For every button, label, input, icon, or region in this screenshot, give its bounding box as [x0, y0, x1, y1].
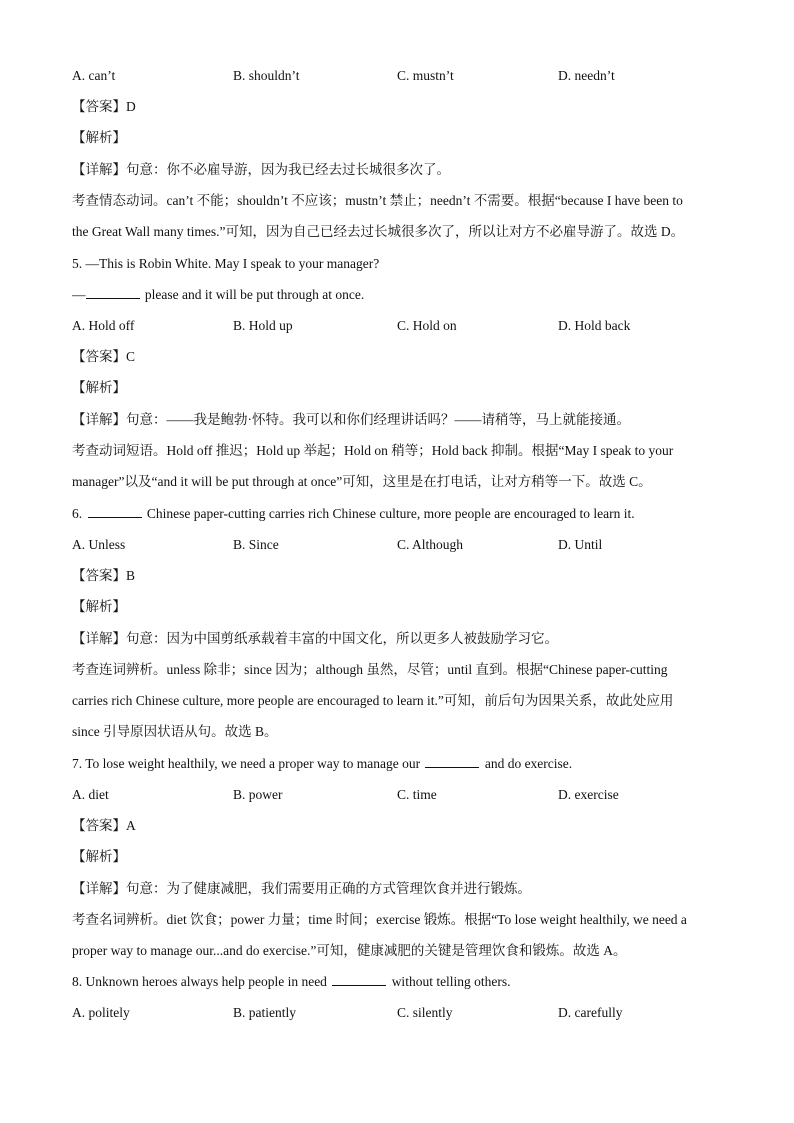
q6-answer: 【答案】B	[72, 568, 136, 583]
q7-option-a: A. diet	[72, 787, 109, 802]
q5-option-c: C. Hold on	[397, 318, 457, 333]
q6-stem	[72, 505, 722, 523]
q5-detail-line-1: 考查动词短语。Hold off 推迟；Hold up 举起；Hold on 稍等；Hold back 抑制。根据“May I speak to your	[72, 443, 674, 458]
q4-detail-meaning: 【详解】句意：你不必雇导游，因为我已经去过长城很多次了。	[72, 162, 450, 177]
q5-option-b: B. Hold up	[233, 318, 293, 333]
q7-stem-prefix: 7. To lose weight healthily, we need a proper way to manage our	[72, 756, 424, 771]
q4-answer: 【答案】D	[72, 99, 136, 114]
q8-stem	[72, 973, 722, 991]
q4-detail-line-1: 考查情态动词。can’t 不能；shouldn’t 不应该；mustn’t 禁止；needn’t 不需要。根据“because I have been to	[72, 193, 683, 208]
q7-detail-meaning: 【详解】句意：为了健康减肥，我们需要用正确的方式管理饮食并进行锻炼。	[72, 881, 531, 896]
q6-option-a: A. Unless	[72, 537, 126, 552]
q5-blank	[86, 286, 140, 299]
q5-analysis-heading: 【解析】	[72, 380, 126, 395]
q6-analysis-heading: 【解析】	[72, 599, 126, 614]
q5-answer: 【答案】C	[72, 349, 136, 364]
q7-analysis-heading: 【解析】	[72, 849, 126, 864]
q7-blank	[425, 755, 479, 768]
q6-options	[72, 536, 722, 554]
q4-option-d: D. needn’t	[558, 68, 615, 83]
q8-stem-suffix: without telling others.	[388, 974, 511, 989]
q8-blank	[332, 973, 386, 986]
q7-stem-suffix: and do exercise.	[481, 756, 573, 771]
q5-detail-line-2: manager”以及“and it will be put through at once”可知，这里是在打电话，让对方稍等一下。故选 C。	[72, 474, 652, 489]
q6-option-c: C. Although	[397, 537, 464, 552]
q4-analysis-heading: 【解析】	[72, 130, 126, 145]
q7-option-b: B. power	[233, 787, 283, 802]
q8-option-a: A. politely	[72, 1005, 130, 1020]
q6-stem-suffix: Chinese paper-cutting carries rich Chinese culture, more people are encouraged to learn it.	[143, 506, 635, 521]
q6-option-d: D. Until	[558, 537, 603, 552]
q7-answer: 【答案】A	[72, 818, 136, 833]
q5-option-a: A. Hold off	[72, 318, 135, 333]
q4-options	[72, 67, 722, 85]
q6-option-b: B. Since	[233, 537, 279, 552]
q7-option-d: D. exercise	[558, 787, 619, 802]
q4-option-b: B. shouldn’t	[233, 68, 300, 83]
q5-stem-line-1: 5. —This is Robin White. May I speak to your manager?	[72, 256, 380, 271]
q5-detail-meaning: 【详解】句意：——我是鲍勃·怀特。我可以和你们经理讲话吗？——请稍等，马上就能接通。	[72, 412, 630, 427]
q8-options	[72, 1004, 722, 1022]
q5-option-d: D. Hold back	[558, 318, 631, 333]
q4-option-c: C. mustn’t	[397, 68, 454, 83]
q5-options	[72, 317, 722, 335]
q6-detail-line-3: since 引导原因状语从句。故选 B。	[72, 724, 278, 739]
q5-stem-line-2	[72, 286, 722, 304]
q5-stem-prefix: —	[72, 287, 86, 302]
q6-stem-prefix: 6.	[72, 506, 86, 521]
q7-detail-line-2: proper way to manage our...and do exercise.”可知，健康减肥的关键是管理饮食和锻炼。故选 A。	[72, 943, 627, 958]
q8-option-c: C. silently	[397, 1005, 453, 1020]
q8-option-b: B. patiently	[233, 1005, 296, 1020]
q8-stem-prefix: 8. Unknown heroes always help people in need	[72, 974, 331, 989]
q4-option-a: A. can’t	[72, 68, 116, 83]
q6-detail-line-2: carries rich Chinese culture, more people are encouraged to learn it.”可知，前后句为因果关系，故此处应用	[72, 693, 674, 708]
q4-detail-line-2: the Great Wall many times.”可知，因为自己已经去过长城很多次了，所以让对方不必雇导游了。故选 D。	[72, 224, 685, 239]
q6-detail-line-1: 考查连词辨析。unless 除非；since 因为；although 虽然，尽管；until 直到。根据“Chinese paper-cutting	[72, 662, 668, 677]
q6-detail-meaning: 【详解】句意：因为中国剪纸承载着丰富的中国文化，所以更多人被鼓励学习它。	[72, 631, 558, 646]
q7-stem	[72, 755, 722, 773]
q6-blank	[88, 505, 142, 518]
q7-options	[72, 786, 722, 804]
q8-option-d: D. carefully	[558, 1005, 623, 1020]
q7-option-c: C. time	[397, 787, 437, 802]
q5-stem-suffix: please and it will be put through at once.	[141, 287, 365, 302]
q7-detail-line-1: 考查名词辨析。diet 饮食；power 力量；time 时间；exercise 锻炼。根据“To lose weight healthily, we need a	[72, 912, 687, 927]
